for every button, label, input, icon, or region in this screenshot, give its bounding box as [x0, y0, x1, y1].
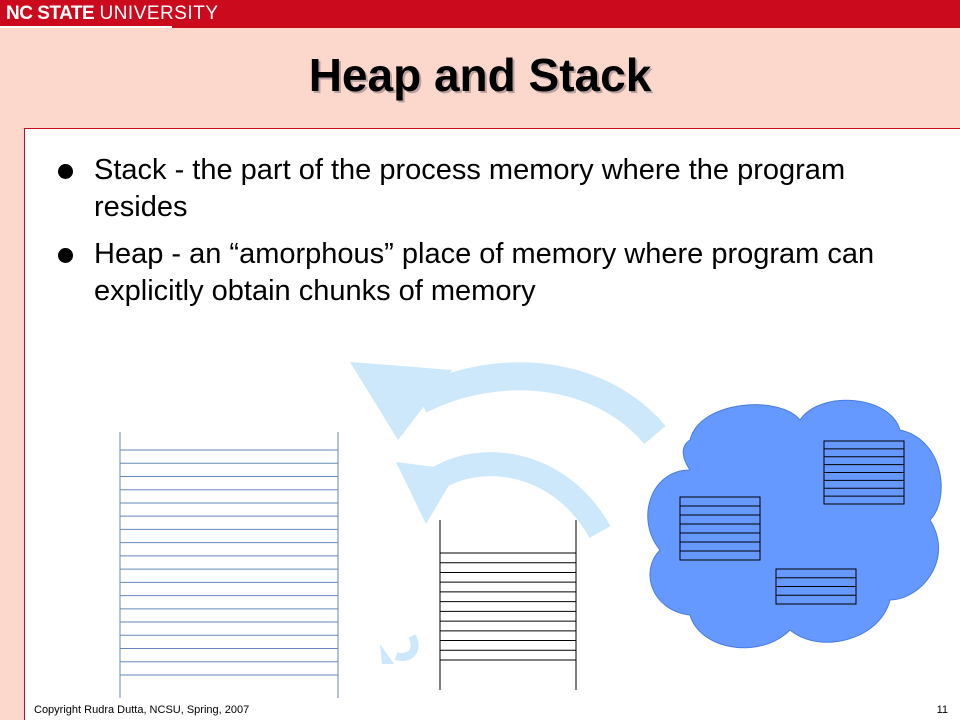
bullet-dot-icon: [58, 248, 73, 263]
bullet-item-stack: [0, 152, 894, 226]
bullet-list: [0, 152, 900, 320]
bullet-text: Stack - the part of the process memory where the program resides: [94, 154, 846, 223]
bullet-text: Heap - an “amorphous” place of memory where program can explicitly obtain chunks of memory: [94, 238, 875, 307]
footer-copyright: Copyright Rudra Dutta, NCSU, Spring, 2007: [34, 704, 250, 716]
university-logo: NC STATE UNIVERSITY: [0, 0, 172, 28]
slide-title: Heap and Stack: [308, 49, 652, 101]
bullet-dot-icon: [58, 164, 73, 179]
page-number: 11: [936, 704, 948, 716]
bullet-item-heap: [0, 236, 894, 310]
